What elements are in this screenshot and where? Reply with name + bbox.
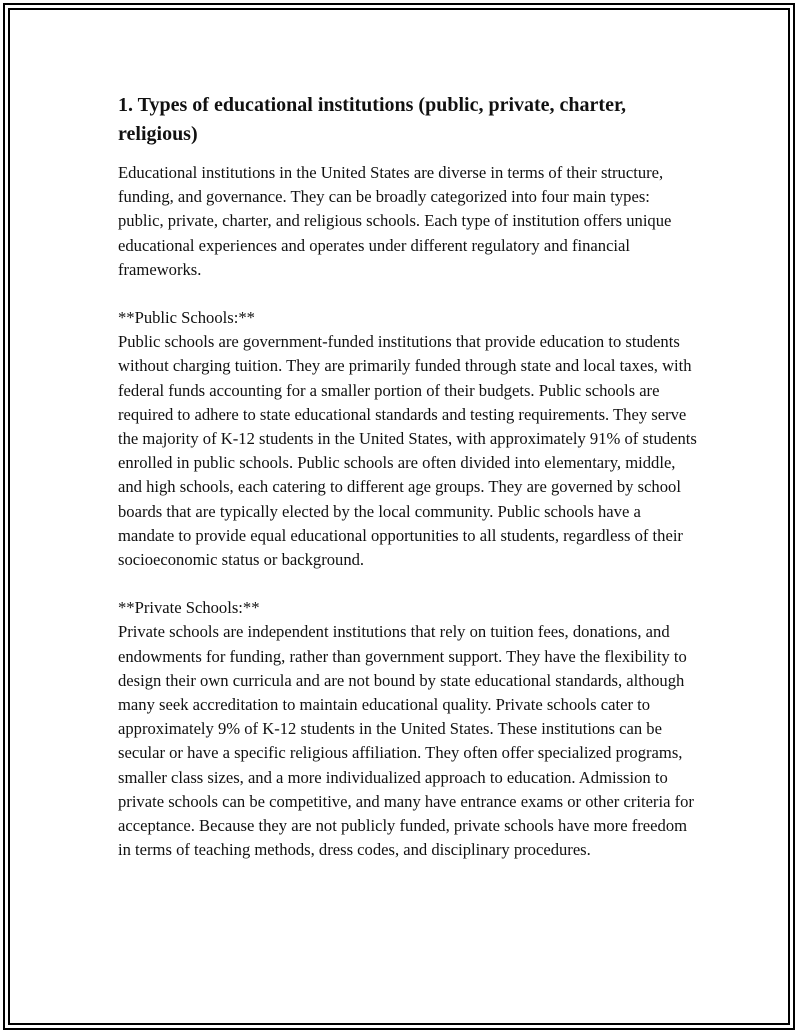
- private-schools-body: Private schools are independent institutions that rely on tuition fees, donations, and endowments for funding, rather than government support. They have the flexibility to design their own curricula and are not bound by state educational standards, although many seek accreditation to maintain educational quality. Private schools cater to approximately 9% of K-12 students in the United States. These institutions can be secular or have a specific religious affiliation. They often offer specialized programs, smaller class sizes, and a more individualized approach to education. Admission to private schools can be competitive, and many have entrance exams or other criteria for acceptance. Because they are not publicly funded, private schools have more freedom in terms of teaching methods, dress codes, and disciplinary procedures.: [118, 622, 694, 860]
- public-schools-label: **Public Schools:**: [118, 308, 255, 328]
- private-schools-paragraph: [118, 596, 698, 862]
- public-schools-paragraph: [118, 306, 698, 572]
- section-heading: 1. Types of educational institutions (public, private, charter, religious): [118, 94, 626, 145]
- public-schools-body: Public schools are government-funded institutions that provide education to students without charging tuition. They are primarily funded through state and local taxes, with federal funds accounting for a smaller portion of their budgets. Public schools are required to adhere to state educational standards and testing requirements. They serve the majority of K-12 students in the United States, with approximately 91% of students enrolled in public schools. Public schools are often divided into elementary, middle, and high schools, each catering to different age groups. They are governed by school boards that are typically elected by the local community. Public schools have a mandate to provide equal educational opportunities to all students, regardless of their socioeconomic status or background.: [118, 332, 697, 570]
- private-schools-label: **Private Schools:**: [118, 598, 260, 618]
- intro-paragraph: Educational institutions in the United States are diverse in terms of their structure, funding, and governance. They can be broadly categorized into four main types: public, private, charter, and religious schools. Each type of institution offers unique educational experiences and operates under different regulatory and financial frameworks.: [118, 163, 672, 279]
- document-body: [118, 91, 698, 886]
